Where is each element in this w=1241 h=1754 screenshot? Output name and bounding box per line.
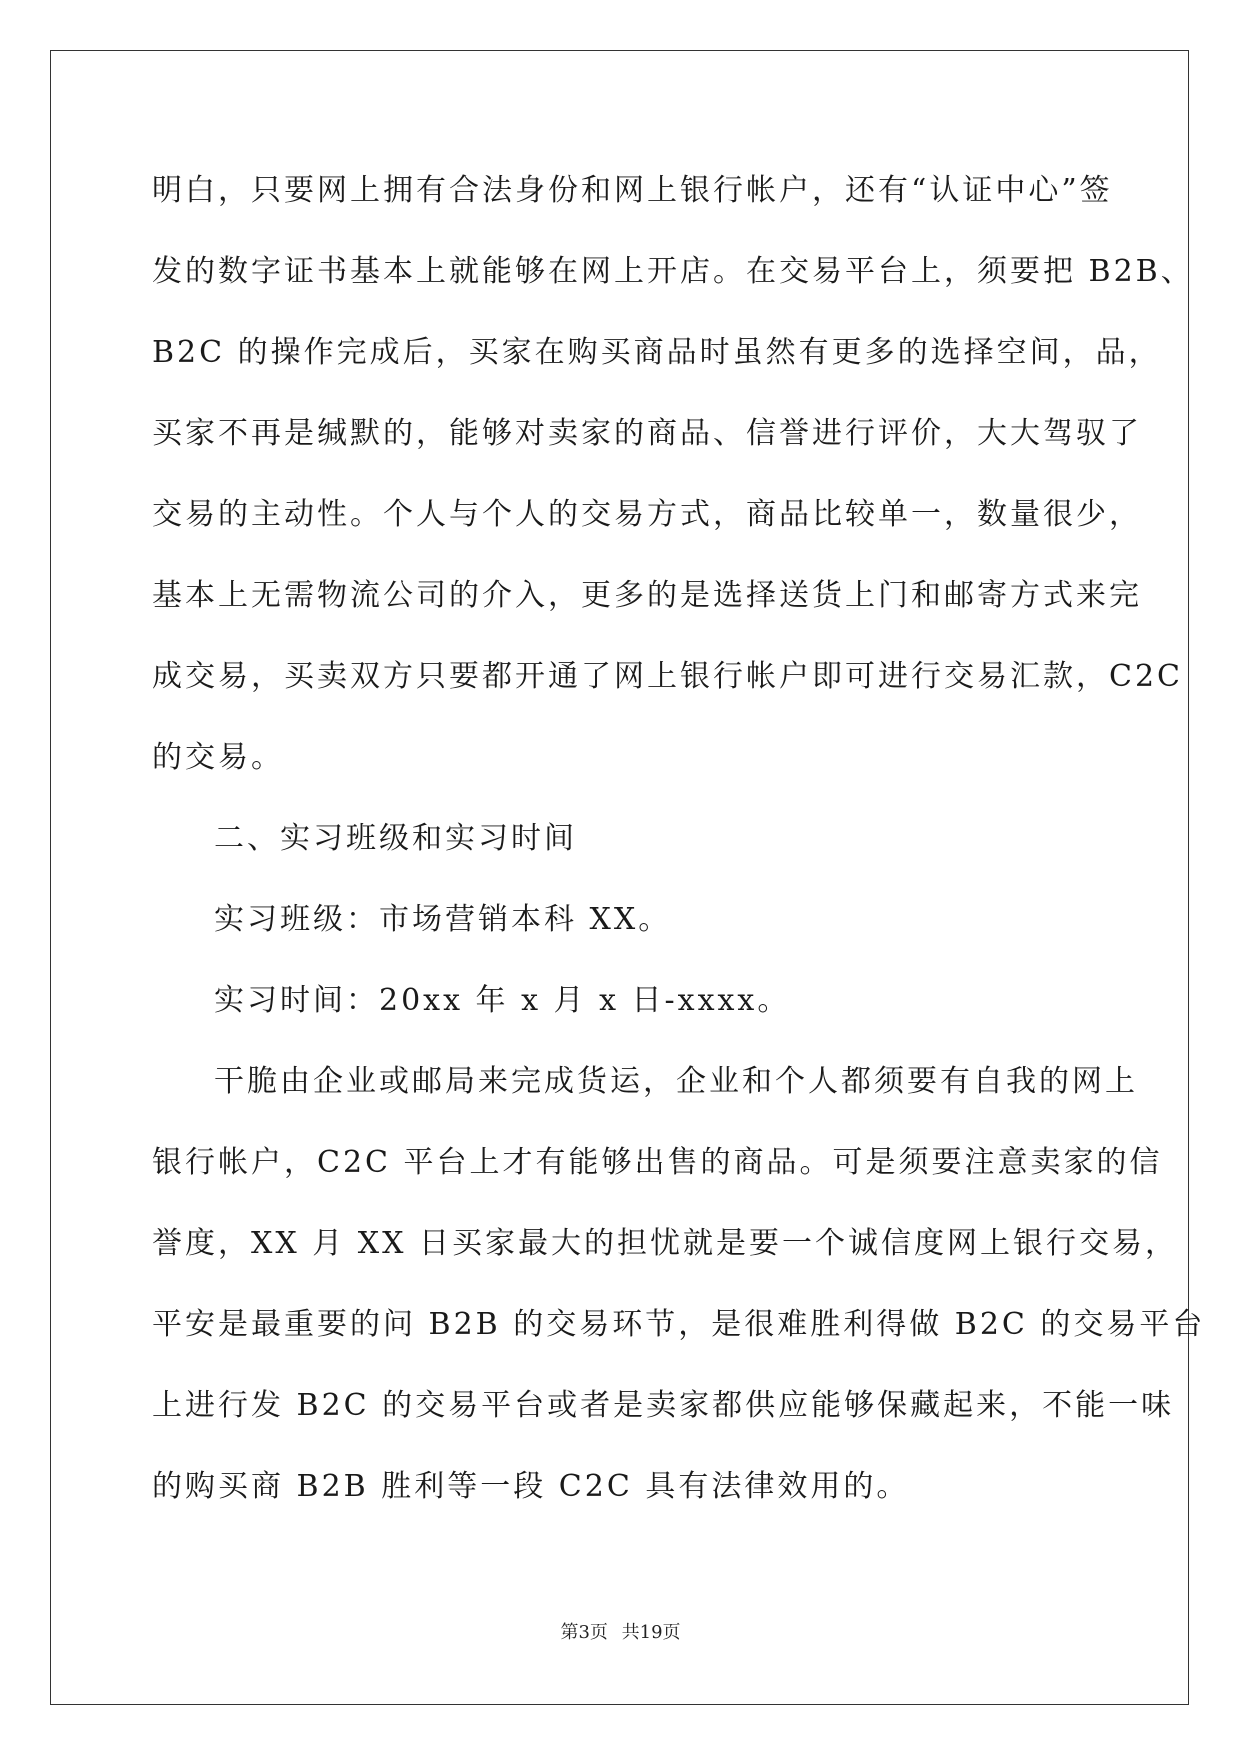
text-line: B2C 的操作完成后，买家在购买商品时虽然有更多的选择空间，品， (152, 335, 1162, 370)
text-line: 干脆由企业或邮局来完成货运，企业和个人都须要有自我的网上 (214, 1064, 1138, 1099)
text-line: 基本上无需物流公司的介入，更多的是选择送货上门和邮寄方式来完 (152, 578, 1142, 613)
page-total: 共19页 (621, 1622, 681, 1643)
text-line: 上进行发 B2C 的交易平台或者是卖家都供应能够保藏起来，不能一味 (152, 1388, 1175, 1423)
text-line: 实习班级：市场营销本科 XX。 (214, 902, 672, 937)
section-heading: 二、实习班级和实习时间 (214, 821, 577, 856)
text-line: 平安是最重要的问 B2B 的交易环节，是很难胜利得做 B2C 的交易平台 (152, 1307, 1206, 1342)
document-body (152, 165, 1206, 1542)
text-line: 明白，只要网上拥有合法身份和网上银行帐户，还有“认证中心”签 (152, 173, 1113, 208)
page-number: 第3页 (560, 1622, 608, 1643)
text-line: 的交易。 (152, 740, 284, 775)
text-line: 交易的主动性。个人与个人的交易方式，商品比较单一，数量很少， (152, 497, 1142, 532)
text-line: 誉度，XX 月 XX 日买家最大的担忧就是要一个诚信度网上银行交易， (152, 1226, 1179, 1261)
text-line: 实习时间：20xx 年 x 月 x 日-xxxx。 (214, 983, 791, 1018)
page-footer (0, 1618, 1241, 1644)
text-line: 买家不再是缄默的，能够对卖家的商品、信誉进行评价，大大驾驭了 (152, 416, 1142, 451)
text-line: 银行帐户，C2C 平台上才有能够出售的商品。可是须要注意卖家的信 (152, 1145, 1163, 1180)
text-line: 成交易，买卖双方只要都开通了网上银行帐户即可进行交易汇款，C2C (152, 659, 1183, 694)
text-line: 的购买商 B2B 胜利等一段 C2C 具有法律效用的。 (152, 1469, 910, 1504)
text-line: 发的数字证书基本上就能够在网上开店。在交易平台上，须要把 B2B、 (152, 254, 1194, 289)
